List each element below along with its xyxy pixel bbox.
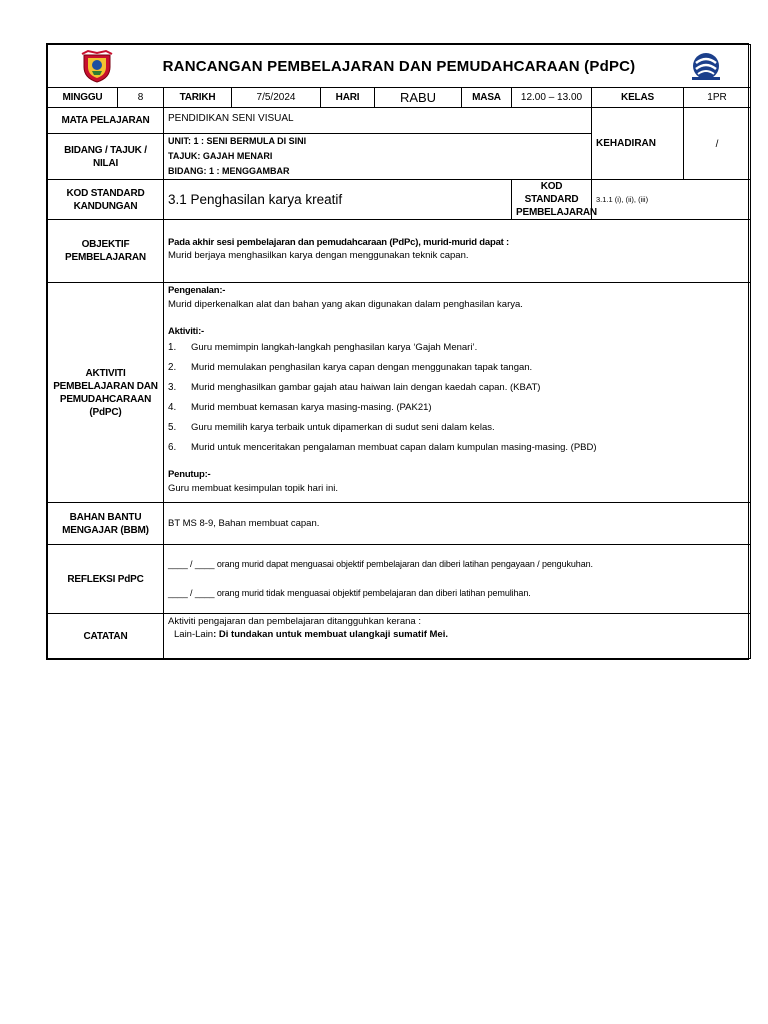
aktiviti-label: AKTIVITI PEMBELAJARAN DAN PEMUDAHCARAAN (PdPC) [48,283,164,503]
school-crest-icon [80,49,114,83]
penutup-heading: Penutup:- [168,469,211,480]
catatan-line-2 [168,628,746,641]
bbm-value: BT MS 8-9, Bahan membuat capan. [164,503,751,545]
penutup-text: Guru membuat kesimpulan topik hari ini. [168,483,339,494]
kod-kandungan-value: 3.1 Penghasilan karya kreatif [164,180,512,220]
pengenalan-heading: Pengenalan:- [168,285,226,296]
list-item: 3. Murid menghasilkan gambar gajah atau haiwan lain dengan kaedah capan. (KBAT) [168,382,541,393]
bidang-bidang: BIDANG: 1 : MENGGAMBAR [168,166,290,176]
ministry-logo-icon [688,51,724,81]
kelas-label: KELAS [592,88,684,108]
kod-kandungan-label: KOD STANDARD KANDUNGAN [48,180,164,220]
catatan-content [164,614,751,659]
page-title: RANCANGAN PEMBELAJARAN DAN PEMUDAHCARAAN (PdPC) [162,57,636,75]
refleksi-label: REFLEKSI PdPC [48,545,164,614]
tarikh-label: TARIKH [164,88,232,108]
objektif-text: Murid berjaya menghasilkan karya dengan menggunakan teknik capan. [168,250,469,261]
list-item: 4. Murid membuat kemasan karya masing-masing. (PAK21) [168,402,432,413]
bidang-value [164,134,592,180]
kehadiran-label: KEHADIRAN [592,108,684,180]
pengenalan-text: Murid diperkenalkan alat dan bahan yang akan digunakan dalam penghasilan karya. [168,299,523,310]
kehadiran-value: / [684,108,751,180]
lesson-plan-sheet [46,43,749,660]
list-item: 6. Murid untuk menceritakan pengalaman membuat capan dalam kumpulan masing-masing. (PBD) [168,442,597,453]
refleksi-content [164,545,751,614]
list-item: 2. Murid memulakan penghasilan karya capan dengan menggunakan tapak tangan. [168,362,533,373]
aktiviti-content [164,283,751,503]
catatan-text: : Di tundakan untuk membuat ulangkaji sumatif Mei. [213,629,448,640]
objektif-label: OBJEKTIF PEMBELAJARAN [48,220,164,283]
hari-label: HARI [321,88,375,108]
refleksi-line-2: ____ / ____ orang murid tidak menguasai objektif pembelajaran dan diberi latihan pemulihan. [168,588,531,598]
mata-pelajaran-label: MATA PELAJARAN [48,108,164,134]
masa-value: 12.00 – 13.00 [512,88,592,108]
objektif-heading: Pada akhir sesi pembelajaran dan pemudahcaraan (PdPc), murid-murid dapat : [168,237,510,248]
kelas-value: 1PR [684,88,751,108]
objektif-content [164,220,751,283]
bidang-label: BIDANG / TAJUK / NILAI [48,134,164,180]
bbm-label: BAHAN BANTU MENGAJAR (BBM) [48,503,164,545]
mata-pelajaran-value: PENDIDIKAN SENI VISUAL [164,108,592,134]
kod-pembelajaran-value: 3.1.1 (i), (ii), (iii) [592,180,751,220]
aktiviti-heading: Aktiviti:- [168,326,205,337]
catatan-line-1: Aktiviti pengajaran dan pembelajaran ditangguhkan kerana : [168,616,421,627]
catatan-label: CATATAN [48,614,164,659]
tarikh-value: 7/5/2024 [232,88,321,108]
list-item: 5. Guru memilih karya terbaik untuk dipamerkan di sudut seni dalam kelas. [168,422,495,433]
kod-pembelajaran-label: KOD STANDARD PEMBELAJARAN [512,180,592,220]
masa-label: MASA [462,88,512,108]
list-item: 1. Guru memimpin langkah-langkah penghasilan karya ‘Gajah Menari’. [168,342,478,353]
hari-value: RABU [375,88,462,108]
lesson-plan-table [47,44,751,659]
header [48,45,751,88]
bidang-unit: UNIT: 1 : SENI BERMULA DI SINI [168,136,307,146]
minggu-value: 8 [118,88,164,108]
minggu-label: MINGGU [48,88,118,108]
catatan-prefix: Lain-Lain [174,629,214,640]
aktiviti-steps [168,338,746,458]
refleksi-line-1: ____ / ____ orang murid dapat menguasai objektif pembelajaran dan diberi latihan pengayaan / pengukuhan. [168,559,593,569]
bidang-tajuk: TAJUK: GAJAH MENARI [168,151,273,161]
